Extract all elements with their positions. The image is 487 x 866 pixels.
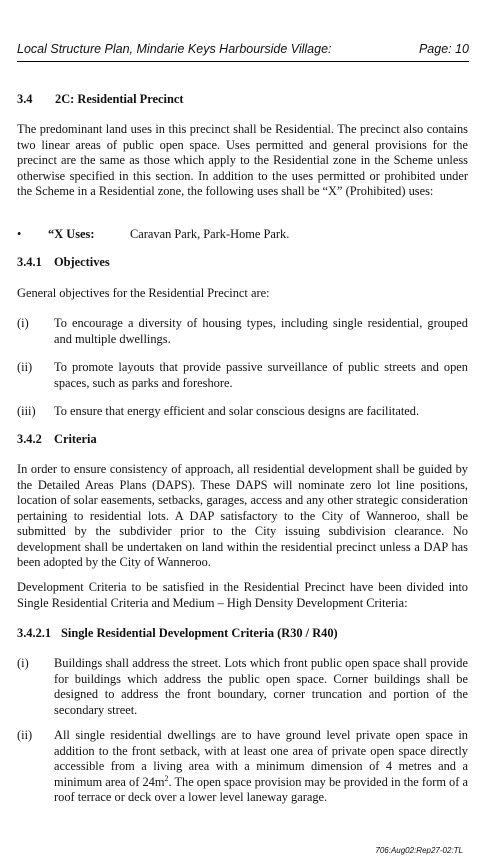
x-uses-bullet xyxy=(17,227,468,243)
criteria-paragraph-1: In order to ensure consistency of approach, all residential development shall be guided by the Detailed Areas Plans (DAPS). These DAPS will nominate zero lot line positions, location of solar easements, setbacks, garages, access and any other strategic consideration pertaining to residential lots. A DAP satisfactory to the City of Wanneroo, shall be submitted by the subdivider prior to the City issuing subdivision clearance. No development shall be undertaken on land within the residential precinct unless a DAP has been adopted by the City of Wanneroo. xyxy=(17,462,468,569)
section-number: 3.4.2 xyxy=(17,432,42,446)
list-text-part: . The open space provision may be provided in the form of a roof terrace or deck over a lower level laneway garage. xyxy=(54,774,468,804)
superscript: 2 xyxy=(164,773,169,783)
list-marker: (ii) xyxy=(17,360,33,374)
list-text: To encourage a diversity of housing types, including single residential, grouped and multiple dwellings. xyxy=(54,316,468,346)
section-heading-3-4 xyxy=(17,92,184,108)
intro-paragraph: The predominant land uses in this precinct shall be Residential. The precinct also contains two linear areas of public open space. Uses permitted and general provisions for the precinct are the same as those which apply to the Residential zone in the Scheme unless otherwise specified in this section. In addition to the uses permitted or prohibited under the Scheme in a Residential zone, the following uses shall be “X” (Prohibited) uses: xyxy=(17,122,468,198)
page-header xyxy=(17,42,469,60)
criteria-paragraph-2: Development Criteria to be satisfied in the Residential Precinct have been divided into Single Residential Criteria and Medium – High Density Development Criteria: xyxy=(17,580,468,610)
list-marker: (i) xyxy=(17,316,29,330)
list-item xyxy=(17,728,468,806)
section-heading-3-4-1 xyxy=(17,255,317,271)
section-number: 3.4 xyxy=(17,92,33,106)
section-title: Objectives xyxy=(54,255,110,269)
list-text: To ensure that energy efficient and solar conscious designs are facilitated. xyxy=(54,404,420,418)
section-heading-3-4-2 xyxy=(17,432,317,448)
list-text: To promote layouts that provide passive surveillance of public streets and open spaces, such as parks and foreshore. xyxy=(54,360,468,390)
bullet-text: Caravan Park, Park-Home Park. xyxy=(130,227,290,241)
header-rule xyxy=(17,61,469,62)
list-text: Buildings shall address the street. Lots which front public open space shall provide for buildings which address the public open space. Corner buildings shall be designed to address the front boundary, corner truncation and portion of the secondary street. xyxy=(54,656,468,717)
list-text-part: All single residential dwellings are to have ground level private open space in addition to the front setback, with at least one area of private open space directly accessible from a living area with a minimum dimension of 4 metres and a minimum area of 24m xyxy=(54,728,468,789)
section-title: Criteria xyxy=(54,432,97,446)
bullet-label: “X Uses: xyxy=(48,227,95,241)
list-item xyxy=(17,404,468,420)
list-marker: (iii) xyxy=(17,404,36,418)
list-item xyxy=(17,360,468,391)
section-title: Single Residential Development Criteria (R30 / R40) xyxy=(61,626,338,640)
bullet-mark: • xyxy=(17,227,22,241)
list-item xyxy=(17,656,468,718)
list-marker: (ii) xyxy=(17,728,33,742)
list-text xyxy=(54,728,468,806)
document-title: Local Structure Plan, Mindarie Keys Harbourside Village: xyxy=(17,42,332,56)
section-heading-3-4-2-1 xyxy=(17,626,468,642)
footer-reference: 706:Aug02:Rep27-02:TL xyxy=(375,846,463,855)
section-title: 2C: Residential Precinct xyxy=(55,92,184,106)
page-number: Page: 10 xyxy=(418,42,469,56)
section-number: 3.4.1 xyxy=(17,255,42,269)
section-number: 3.4.2.1 xyxy=(17,626,52,640)
list-item xyxy=(17,316,468,347)
list-marker: (i) xyxy=(17,656,29,670)
objectives-intro: General objectives for the Residential Precinct are: xyxy=(17,286,270,300)
